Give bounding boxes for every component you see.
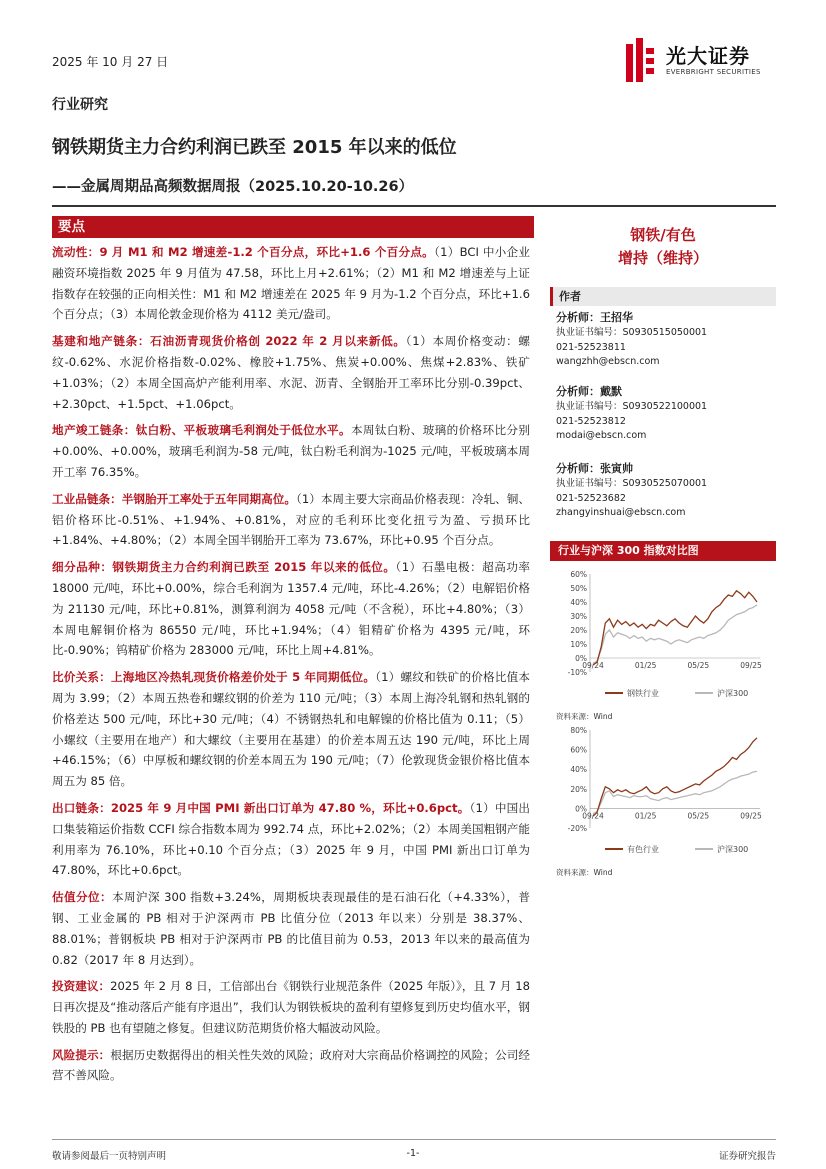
y-tick-label: 40% [570, 598, 587, 607]
report-title: 钢铁期货主力合约利润已跌至 2015 年以来的低位 [52, 137, 457, 158]
report-date: 2025 年 10 月 27 日 [52, 55, 169, 69]
y-tick-label: 80% [570, 726, 587, 735]
author-card [556, 384, 776, 444]
y-tick-label: 60% [570, 745, 587, 755]
x-tick-label: 01/25 [634, 661, 657, 670]
x-tick-label: 09/24 [582, 661, 604, 670]
legend-label: 钢铁行业 [627, 689, 659, 698]
author-name: 分析师：王招华 [556, 311, 633, 324]
y-tick-label: 0% [575, 654, 587, 663]
para-property-completion: 地产竣工链条：钛白粉、平板玻璃毛利润处于低位水平。本周钛白粉、玻璃的价格环比分别+0.00%、+0.00%，玻璃毛利润为-58 元/吨，钛白粉毛利润为-1025 元/吨，平板玻璃本周开工率 76.35%。 [52, 423, 530, 479]
para-sub-varieties: 细分品种：钢铁期货主力合约利润已跌至 2015 年以来的低位。（1）石墨电极：超高功率 18000 元/吨，环比+0.00%，综合毛利润为 1357.4 元/吨，环比-4.26%；（2）电解铝价格为 21130 元/吨，环比+0.81%，测算利润为 4058 元/吨（不含税），环比+4.80%；（3）本周电解铜价格为 86550 元/吨，环比+1.94%；（4）钼精矿价格为 4395 元/吨，环比-0.90%；钨精矿价格为 283000 元/吨，环比上周+4.81%。 [52, 560, 531, 658]
author-phone: 021-52523811 [556, 341, 626, 353]
para-export: 出口链条：2025 年 9 月中国 PMI 新出口订单为 47.80 %，环比+0.6pct。（1）中国出口集装箱运价指数 CCFI 综合指数本周为 992.74 点，环比+2.02%；（2）本周美国粗钢产能利用率为 76.10%，环比+0.10 个百分点；（3）2025 年 9 月，中国 PMI 新出口订单为 47.80%，环比+0.6pct。 [52, 800, 530, 878]
x-tick-label: 05/25 [687, 811, 710, 821]
nonferrous-vs-hs300-chart [550, 722, 776, 866]
author-cert: 执业证书编号：S0930522100001 [556, 401, 708, 412]
y-tick-label: 40% [570, 765, 587, 775]
x-tick-label: 09/25 [740, 661, 762, 670]
author-cert: 执业证书编号：S0930515050001 [556, 327, 708, 338]
x-tick-label: 09/24 [582, 811, 604, 821]
y-tick-label: -10% [567, 668, 587, 677]
para-liquidity: 流动性：9 月 M1 和 M2 增速差-1.2 个百分点，环比+1.6 个百分点。（1）BCI 中小企业融资环境指数 2025 年 9 月值为 47.58，环比上月+2.61%；（2）M1 和 M2 增速差与上证指数存在较强的正向相关性：M1 和 M2 增速差在 2025 年 9 月为-1.2 个百分点，环比+1.6 个百分点；（3）本周伦敦金现价格为 4112 美元/盎司。 [52, 245, 530, 322]
investment-rating: 增持（维持） [617, 249, 708, 267]
summary-heading: 要点 [52, 216, 534, 238]
sector-rating-box [550, 225, 776, 268]
author-email[interactable]: modai@ebscn.com [556, 430, 647, 441]
footer-divider [52, 1139, 776, 1140]
report-category: 行业研究 [52, 97, 108, 113]
x-tick-label: 09/25 [740, 811, 762, 821]
legend-label: 有色行业 [627, 845, 659, 854]
legend-label: 沪深300 [717, 845, 749, 854]
summary-body [52, 242, 530, 1086]
nonferrous-series-line [593, 738, 757, 816]
author-cert: 执业证书编号：S0930525070001 [556, 478, 708, 489]
y-tick-label: 30% [570, 612, 587, 621]
para-investment: 投资建议：2025 年 2 月 8 日，工信部出台《钢铁行业规范条件（2025 年版）》，且 7 月 18 日再次提及“推动落后产能有序退出”，我们认为钢铁板块的盈利有望修复到历史均值水平，钢铁股的 PB 也有望随之修复。但建议防范期货价格大幅波动风险。 [52, 979, 530, 1035]
author-email[interactable]: wangzhh@ebscn.com [556, 356, 660, 367]
logo-mark-icon [626, 38, 658, 82]
steel-vs-hs300-chart [550, 566, 776, 710]
para-infrastructure: 基建和地产链条：石油沥青现货价格创 2022 年 2 月以来新低。（1）本周价格变动：螺纹-0.62%、水泥价格指数-0.02%、橡胶+1.75%、焦炭+0.00%、焦煤+2.83%、铁矿+1.03%；（2）本周全国高炉产能利用率、水泥、沥青、全钢胎开工率环比分别-0.39pct、+2.30pct、+1.5pct、+1.06pct。 [52, 334, 531, 411]
steel-vs-hs300-svg [550, 566, 776, 706]
author-name: 分析师：张寅帅 [556, 462, 633, 475]
legend-label: 沪深300 [717, 689, 749, 698]
report-subtitle: ——金属周期品高频数据周报（2025.10.20-10.26） [52, 179, 414, 195]
y-tick-label: 0% [575, 804, 587, 814]
author-name: 分析师：戴默 [556, 385, 622, 398]
sector-name: 钢铁/有色 [630, 226, 696, 244]
chart-heading: 行业与沪深 300 指数对比图 [550, 541, 776, 561]
steel-series-line [593, 605, 757, 664]
footer-brand: 证券研究报告 [718, 1151, 776, 1162]
brand-logo [626, 38, 776, 82]
chart-source: 资料来源：Wind [556, 868, 613, 877]
author-card [556, 310, 776, 370]
title-divider [52, 205, 776, 207]
y-tick-label: 10% [570, 640, 587, 649]
para-price-ratio: 比价关系：上海地区冷热轧现货价格差价处于 5 年同期低位。（1）螺纹和铁矿的价格比值本周为 3.99；（2）本周五热卷和螺纹钢的价差为 110 元/吨；（3）本周上海冷轧钢和热轧钢的价格差达 500 元/吨，环比+30 元/吨；（4）不锈钢热轧和电解镍的价格比值为 0.11；（5）小螺纹（主要用在地产）和大螺纹（主要用在基建）的价差本周五达 190 元/吨，环比上周+46.15%；（6）中厚板和螺纹钢的价差本周五为 190 元/吨；（7）伦敦现货金银价格比值本周五为 85 倍。 [52, 670, 530, 789]
chart-source: 资料来源：Wind [556, 712, 613, 721]
para-industrial: 工业品链条：半钢胎开工率处于五年同期高位。（1）本周主要大宗商品价格表现：冷轧、铜、铝价格环比-0.51%、+1.94%、+0.81%，对应的毛利环比变化扭亏为盈、亏损环比+1.84%、+4.80%；（2）本周全国半钢胎开工率为 73.67%，环比+0.95 个百分点。 [52, 491, 530, 548]
para-valuation: 估值分位：本周沪深 300 指数+3.24%，周期板块表现最佳的是石油石化（+4.33%），普钢、工业金属的 PB 相对于沪深两市 PB 比值分位（2013 年以来）分别是 38.37%、88.01%；普钢板块 PB 相对于沪深两市 PB 的比值目前为 0.53，2013 年以来的最高值为 0.82（2017 年 8 月达到）。 [52, 890, 530, 967]
nonferrous-vs-hs300-svg [550, 722, 776, 862]
y-tick-label: 20% [570, 626, 587, 635]
steel-series-line [593, 591, 757, 665]
author-email[interactable]: zhangyinshuai@ebscn.com [556, 507, 686, 518]
y-tick-label: -20% [567, 824, 587, 833]
authors-heading: 作者 [550, 287, 776, 306]
x-tick-label: 01/25 [634, 811, 657, 821]
logo-english: EVERBRIGHT SECURITIES [666, 68, 761, 76]
y-tick-label: 20% [570, 784, 587, 794]
author-phone: 021-52523812 [556, 415, 626, 427]
y-tick-label: 60% [570, 570, 587, 579]
author-phone: 021-52523682 [556, 492, 626, 504]
logo-name: 光大证券 [666, 44, 750, 68]
x-tick-label: 05/25 [687, 661, 710, 670]
page-number: -1- [406, 1148, 420, 1159]
footer-disclaimer: 敬请参阅最后一页特别声明 [52, 1151, 167, 1162]
y-tick-label: 50% [570, 584, 587, 593]
para-risk: 风险提示：根据历史数据得出的相关性失效的风险；政府对大宗商品价格调控的风险；公司经营不善风险。 [52, 1047, 530, 1083]
author-card [556, 461, 776, 521]
